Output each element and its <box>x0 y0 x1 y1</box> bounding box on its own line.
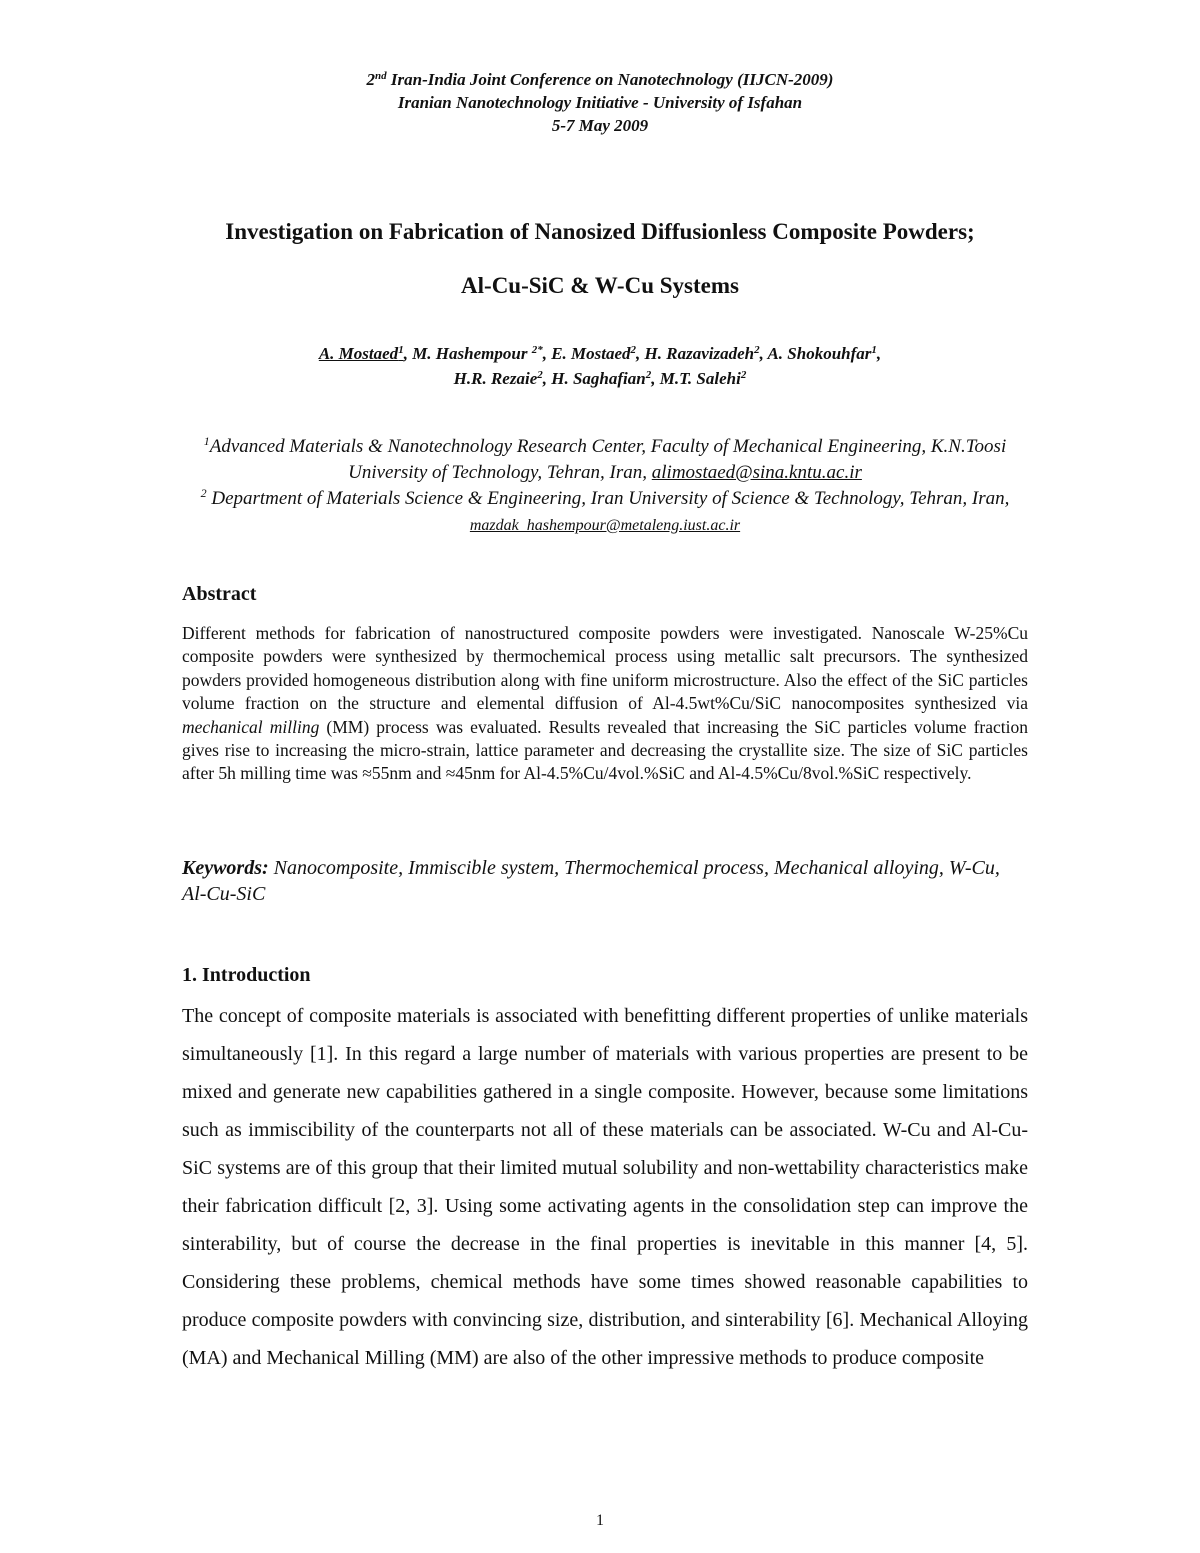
affiliations: $^1$Advanced Materials & Nanotechnology Research Center, Faculty of Mechanical Engineering, K.N.Toosi University of Technology, Tehran, Iran, alimostaed@sina.kntu.ac.ir $^2$ Department of Materials Science & Engineering, Iran University of Science & Technology, Tehran, Iran, mazdak_hashempour@metaleng.iust.ac.ir <box>170 434 1040 539</box>
affiliation-2: $^2$ Department of Materials Science & Engineering, Iran University of Science & Technology, Tehran, Iran, <box>200 486 1010 509</box>
corresponding-author: A. Mostaed$^1$ <box>318 344 404 363</box>
conference-organizer: Iranian Nanotechnology Initiative - University of Isfahan <box>397 93 803 112</box>
conference-header <box>0 68 1200 137</box>
introduction-text: The concept of composite materials is associated with benefitting different properties of unlike materials simultaneously [1]. In this regard a large number of materials with various properties are present to be mixed and generate new capabilities gathered in a single composite. However, because some limitations such as immiscibility of the counterparts not all of these materials can be associated. W-Cu and Al-Cu-SiC systems are of this group that their limited mutual solubility and non-wettability characteristics make their fabrication difficult [2, 3]. Using some activating agents in the consolidation step can improve the sinterability, but of course the decrease in the final properties is inevitable in this manner [4, 5]. Considering these problems, chemical methods have some times showed reasonable capabilities to produce composite powders with convincing size, distribution, and sinterability [6]. Mechanical Alloying (MA) and Mechanical Milling (MM) are also of the other impressive methods to produce composite <box>182 1005 1028 1369</box>
email-link-1[interactable]: alimostaed@sina.kntu.ac.ir <box>651 462 862 483</box>
page-number: 1 <box>596 1512 604 1529</box>
keywords-label: Keywords: <box>182 857 269 879</box>
conference-date: 5-7 May 2009 <box>551 116 649 135</box>
keywords <box>182 855 1028 907</box>
abstract-text: Different methods for fabrication of nanostructured composite powders were investigated. Nanoscale W-25%Cu composite powders were synthesized by thermochemical process using metallic salt precursors. The synthesized powders provided homogeneous distribution along with fine uniform microstructure. Also the effect of the SiC particles volume fraction on the structure and elemental diffusion of Al-4.5wt%Cu/SiC nanocomposites synthesized via mechanical milling (MM) process was evaluated. Results revealed that increasing the SiC particles volume fraction gives rise to increasing the micro-strain, lattice parameter and decreasing the crystallite size. The size of SiC particles after 5h milling time was ≈55nm and ≈45nm for Al-4.5%Cu/4vol.%SiC and Al-4.5%Cu/8vol.%SiC respectively. <box>182 623 1028 784</box>
introduction-heading: 1. Introduction <box>182 964 311 986</box>
email-link-2[interactable]: mazdak_hashempour@metaleng.iust.ac.ir <box>469 517 741 534</box>
author-list: A. Mostaed$^1$, M. Hashempour $^{2*}$, E. Mostaed$^2$, H. Razavizadeh$^2$, A. Shokouhfar$^1$, H.R. Rezaie$^2$, H. Saghafian$^2$, M.T. Salehi$^2$ <box>318 344 882 388</box>
conference-name: 2nd Iran-India Joint Conference on Nanotechnology (IIJCN-2009) <box>366 70 834 89</box>
affiliation-1: $^1$Advanced Materials & Nanotechnology Research Center, Faculty of Mechanical Engineering, K.N.Toosi <box>203 434 1007 457</box>
paper-title: Investigation on Fabrication of Nanosized Diffusionless Composite Powders; Al-Cu-SiC & W-Cu Systems <box>225 219 975 298</box>
keywords-list: Nanocomposite, Immiscible system, Thermochemical process, Mechanical alloying, W-Cu, Al-Cu-SiC <box>182 857 1000 905</box>
abstract-heading: Abstract <box>182 583 257 605</box>
